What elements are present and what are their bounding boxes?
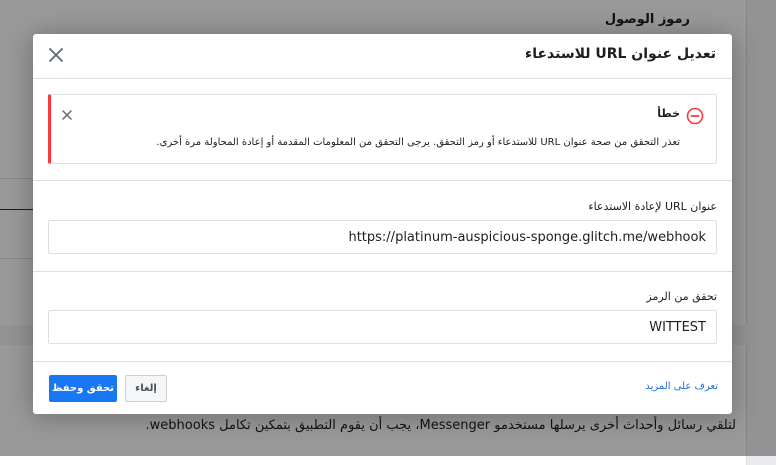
verify-token-input[interactable] <box>48 310 717 344</box>
error-title: خطأ <box>657 107 680 120</box>
learn-more-link[interactable]: تعرف على المزيد <box>645 381 718 392</box>
dialog-title: تعديل عنوان URL للاستدعاء <box>525 46 716 62</box>
edit-callback-url-dialog <box>33 34 732 414</box>
callback-url-label: عنوان URL لإعادة الاستدعاء <box>588 200 717 213</box>
divider <box>33 361 732 362</box>
divider <box>33 180 732 181</box>
access-tokens-title: رموز الوصول <box>604 12 690 27</box>
error-banner <box>48 94 717 164</box>
dialog-header <box>33 34 732 79</box>
callback-url-input[interactable] <box>48 220 717 254</box>
error-circle-icon <box>686 107 704 125</box>
verify-and-save-button[interactable]: تحقق وحفظ <box>49 375 117 402</box>
verify-token-label: تحقق من الرمز <box>646 290 717 303</box>
webhooks-description: لتلقي رسائل وأحداث أخرى يرسلها مستخدمو Messenger، يجب أن يقوم التطبيق بتمكين تكامل webhooks. <box>145 418 736 433</box>
dismiss-error-icon[interactable] <box>61 106 73 118</box>
close-icon[interactable] <box>45 44 67 66</box>
divider <box>33 271 732 272</box>
error-message: تعذر التحقق من صحة عنوان URL للاستدعاء أو رمز التحقق. يرجى التحقق من المعلومات المقدمة أو إعادة المحاولة مرة أخرى. <box>156 137 680 148</box>
cancel-button[interactable]: إلغاء <box>125 375 167 402</box>
